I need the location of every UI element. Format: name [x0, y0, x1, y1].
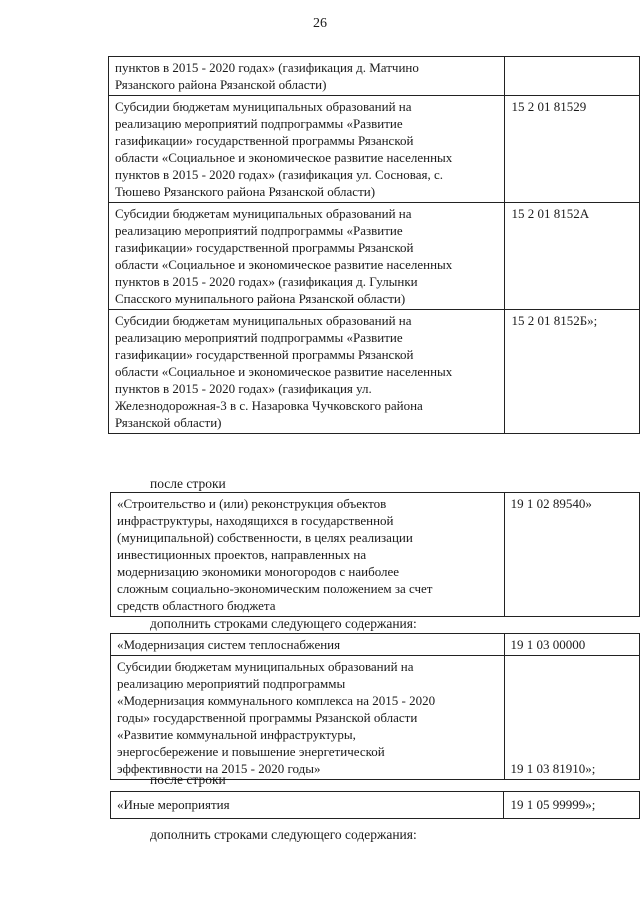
row-description: Субсидии бюджетам муниципальных образований на реализацию мероприятий подпрограммы «Модернизация коммунального комплекса на 2015 - 2020 годы» государственной программы Рязанской области «Развитие коммунальной инфраструктуры, энергосбережение и повышение энергетической эффективности на 2015 - 2020 годы» [111, 656, 505, 780]
row-description: «Иные мероприятия [111, 792, 504, 819]
instruction-add-rows: дополнить строками следующего содержания: [150, 616, 417, 631]
table-row [109, 96, 640, 203]
row-code: 19 1 02 89540» [504, 493, 639, 617]
row-code: 19 1 03 00000 [504, 634, 639, 656]
table-row [111, 656, 640, 780]
instruction-after-row: после строки [150, 772, 226, 787]
row-code: 15 2 01 8152А [505, 203, 640, 310]
budget-table-gasification [108, 56, 640, 434]
row-description: «Модернизация систем теплоснабжения [111, 634, 505, 656]
table-row [109, 203, 640, 310]
row-description: Субсидии бюджетам муниципальных образований на реализацию мероприятий подпрограммы «Развитие газификации» государственной программы Рязанской области «Социальное и экономическое развитие населенных пунктов в 2015 - 2020 годах» (газификация д. Гулынки Спасского мунипального района Рязанской области) [109, 203, 505, 310]
instruction-add-rows: дополнить строками следующего содержания: [150, 827, 417, 842]
row-code: 19 1 03 81910»; [504, 656, 639, 780]
row-code [505, 57, 640, 96]
budget-table-other [110, 791, 640, 819]
instruction-after-row: после строки [150, 476, 226, 491]
row-description: пунктов в 2015 - 2020 годах» (газификация д. Матчино Рязанского района Рязанской области) [109, 57, 505, 96]
table-row [111, 634, 640, 656]
budget-table-monotowns [110, 492, 640, 617]
table-row [111, 493, 640, 617]
row-description: «Строительство и (или) реконструкция объектов инфраструктуры, находящихся в государственной (муниципальной) собственности, в целях реализации инвестиционных проектов, направленных на модернизацию экономики моногородов с наиболее сложным социально-экономическим положением за счет средств областного бюджета [111, 493, 505, 617]
row-description: Субсидии бюджетам муниципальных образований на реализацию мероприятий подпрограммы «Развитие газификации» государственной программы Рязанской области «Социальное и экономическое развитие населенных пунктов в 2015 - 2020 годах» (газификация ул. Сосновая, с. Тюшево Рязанского района Рязанской области) [109, 96, 505, 203]
row-code: 19 1 05 99999»; [504, 792, 640, 819]
budget-table-heat-supply [110, 633, 640, 780]
table-row [109, 310, 640, 434]
row-code: 15 2 01 81529 [505, 96, 640, 203]
table-row [109, 57, 640, 96]
table-row [111, 792, 640, 819]
page-number: 26 [313, 16, 327, 31]
row-code: 15 2 01 8152Б»; [505, 310, 640, 434]
row-description: Субсидии бюджетам муниципальных образований на реализацию мероприятий подпрограммы «Развитие газификации» государственной программы Рязанской области «Социальное и экономическое развитие населенных пунктов в 2015 - 2020 годах» (газификация ул. Железнодорожная-3 в с. Назаровка Чучковского района Рязанской области) [109, 310, 505, 434]
